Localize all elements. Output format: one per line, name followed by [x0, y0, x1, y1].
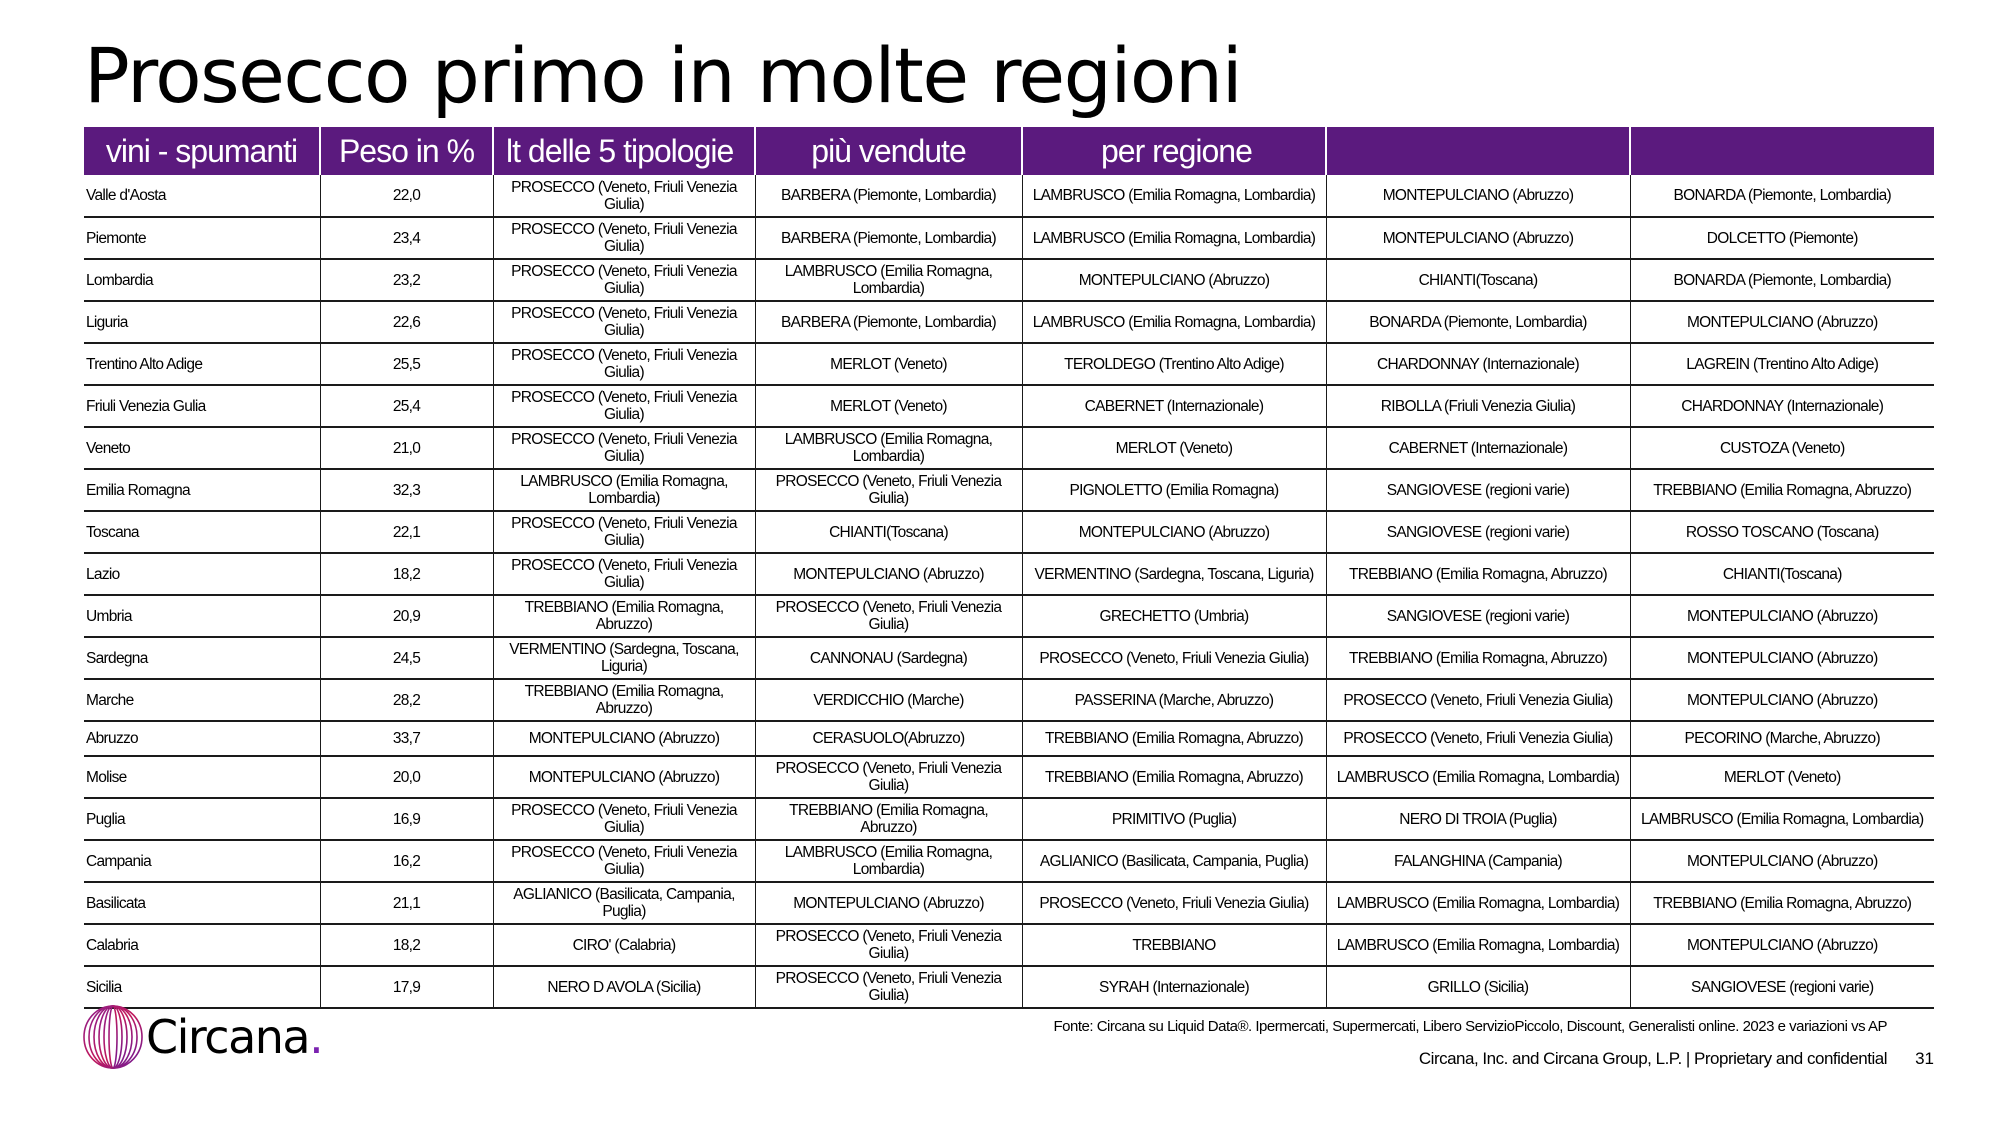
tipologia-2-cell: LAMBRUSCO (Emilia Romagna, Lombardia): [755, 259, 1022, 301]
table-row: [84, 469, 1934, 511]
tipologia-5-cell: MONTEPULCIANO (Abruzzo): [1630, 637, 1934, 679]
header-piu-vendute: più vendute: [755, 127, 1022, 175]
region-cell: Trentino Alto Adige: [84, 343, 320, 385]
tipologia-1-cell: PROSECCO (Veneto, Friuli Venezia Giulia): [493, 301, 755, 343]
table-row: [84, 721, 1934, 756]
tipologia-5-cell: BONARDA (Piemonte, Lombardia): [1630, 175, 1934, 217]
tipologia-3-cell: GRECHETTO (Umbria): [1022, 595, 1326, 637]
tipologia-3-cell: LAMBRUSCO (Emilia Romagna, Lombardia): [1022, 301, 1326, 343]
peso-cell: 33,7: [320, 721, 493, 756]
table-row: [84, 343, 1934, 385]
tipologia-4-cell: BONARDA (Piemonte, Lombardia): [1326, 301, 1630, 343]
region-cell: Toscana: [84, 511, 320, 553]
tipologia-1-cell: VERMENTINO (Sardegna, Toscana, Liguria): [493, 637, 755, 679]
tipologia-3-cell: MONTEPULCIANO (Abruzzo): [1022, 259, 1326, 301]
region-cell: Sicilia: [84, 966, 320, 1008]
table-row: [84, 427, 1934, 469]
tipologia-5-cell: LAGREIN (Trentino Alto Adige): [1630, 343, 1934, 385]
tipologia-5-cell: ROSSO TOSCANO (Toscana): [1630, 511, 1934, 553]
tipologia-4-cell: LAMBRUSCO (Emilia Romagna, Lombardia): [1326, 756, 1630, 798]
tipologia-5-cell: BONARDA (Piemonte, Lombardia): [1630, 259, 1934, 301]
tipologia-3-cell: MERLOT (Veneto): [1022, 427, 1326, 469]
table-row: [84, 553, 1934, 595]
tipologia-3-cell: TEROLDEGO (Trentino Alto Adige): [1022, 343, 1326, 385]
tipologia-4-cell: SANGIOVESE (regioni varie): [1326, 595, 1630, 637]
table-row: [84, 511, 1934, 553]
region-cell: Friuli Venezia Gulia: [84, 385, 320, 427]
tipologia-3-cell: LAMBRUSCO (Emilia Romagna, Lombardia): [1022, 217, 1326, 259]
tipologia-3-cell: CABERNET (Internazionale): [1022, 385, 1326, 427]
tipologia-1-cell: CIRO' (Calabria): [493, 924, 755, 966]
table-row: [84, 259, 1934, 301]
tipologia-2-cell: CHIANTI(Toscana): [755, 511, 1022, 553]
tipologia-4-cell: FALANGHINA (Campania): [1326, 840, 1630, 882]
tipologia-5-cell: PECORINO (Marche, Abruzzo): [1630, 721, 1934, 756]
wine-regions-table: [84, 127, 1934, 1009]
tipologia-3-cell: PIGNOLETTO (Emilia Romagna): [1022, 469, 1326, 511]
tipologia-3-cell: MONTEPULCIANO (Abruzzo): [1022, 511, 1326, 553]
tipologia-4-cell: MONTEPULCIANO (Abruzzo): [1326, 217, 1630, 259]
tipologia-2-cell: PROSECCO (Veneto, Friuli Venezia Giulia): [755, 595, 1022, 637]
peso-cell: 28,2: [320, 679, 493, 721]
peso-cell: 22,6: [320, 301, 493, 343]
tipologia-5-cell: MONTEPULCIANO (Abruzzo): [1630, 679, 1934, 721]
tipologia-1-cell: TREBBIANO (Emilia Romagna, Abruzzo): [493, 595, 755, 637]
peso-cell: 23,4: [320, 217, 493, 259]
peso-cell: 18,2: [320, 924, 493, 966]
peso-cell: 18,2: [320, 553, 493, 595]
tipologia-4-cell: CABERNET (Internazionale): [1326, 427, 1630, 469]
tipologia-5-cell: MONTEPULCIANO (Abruzzo): [1630, 840, 1934, 882]
tipologia-1-cell: MONTEPULCIANO (Abruzzo): [493, 721, 755, 756]
tipologia-2-cell: MERLOT (Veneto): [755, 385, 1022, 427]
table-body: [84, 175, 1934, 1008]
page-number: 31: [1915, 1049, 1934, 1068]
header-lt-tipologie: lt delle 5 tipologie: [493, 127, 755, 175]
region-cell: Puglia: [84, 798, 320, 840]
peso-cell: 16,2: [320, 840, 493, 882]
table-row: [84, 798, 1934, 840]
tipologia-2-cell: BARBERA (Piemonte, Lombardia): [755, 301, 1022, 343]
tipologia-1-cell: PROSECCO (Veneto, Friuli Venezia Giulia): [493, 511, 755, 553]
tipologia-2-cell: MONTEPULCIANO (Abruzzo): [755, 553, 1022, 595]
tipologia-3-cell: TREBBIANO: [1022, 924, 1326, 966]
tipologia-3-cell: PASSERINA (Marche, Abruzzo): [1022, 679, 1326, 721]
tipologia-2-cell: PROSECCO (Veneto, Friuli Venezia Giulia): [755, 966, 1022, 1008]
tipologia-4-cell: PROSECCO (Veneto, Friuli Venezia Giulia): [1326, 721, 1630, 756]
region-cell: Veneto: [84, 427, 320, 469]
footer-company: Circana, Inc. and Circana Group, L.P. | Proprietary and confidential: [1418, 1049, 1887, 1068]
peso-cell: 21,0: [320, 427, 493, 469]
tipologia-1-cell: PROSECCO (Veneto, Friuli Venezia Giulia): [493, 175, 755, 217]
header-peso: Peso in %: [320, 127, 493, 175]
tipologia-4-cell: CHIANTI(Toscana): [1326, 259, 1630, 301]
tipologia-1-cell: NERO D AVOLA (Sicilia): [493, 966, 755, 1008]
source-note: Fonte: Circana su Liquid Data®. Ipermercati, Supermercati, Libero ServizioPiccolo, Discount, Generalisti online. 2023 e variazioni vs AP: [1053, 1018, 1887, 1035]
table-row: [84, 924, 1934, 966]
peso-cell: 32,3: [320, 469, 493, 511]
table-row: [84, 301, 1934, 343]
tipologia-1-cell: TREBBIANO (Emilia Romagna, Abruzzo): [493, 679, 755, 721]
tipologia-4-cell: LAMBRUSCO (Emilia Romagna, Lombardia): [1326, 924, 1630, 966]
peso-cell: 23,2: [320, 259, 493, 301]
tipologia-4-cell: SANGIOVESE (regioni varie): [1326, 469, 1630, 511]
tipologia-1-cell: LAMBRUSCO (Emilia Romagna, Lombardia): [493, 469, 755, 511]
region-cell: Valle d'Aosta: [84, 175, 320, 217]
region-cell: Umbria: [84, 595, 320, 637]
peso-cell: 24,5: [320, 637, 493, 679]
circana-logo-mark-icon: [82, 1004, 144, 1070]
tipologia-5-cell: TREBBIANO (Emilia Romagna, Abruzzo): [1630, 882, 1934, 924]
table-row: [84, 175, 1934, 217]
region-cell: Molise: [84, 756, 320, 798]
tipologia-5-cell: MONTEPULCIANO (Abruzzo): [1630, 595, 1934, 637]
region-cell: Campania: [84, 840, 320, 882]
region-cell: Lombardia: [84, 259, 320, 301]
tipologia-2-cell: MONTEPULCIANO (Abruzzo): [755, 882, 1022, 924]
tipologia-2-cell: BARBERA (Piemonte, Lombardia): [755, 217, 1022, 259]
table-header-row: [84, 127, 1934, 175]
tipologia-4-cell: LAMBRUSCO (Emilia Romagna, Lombardia): [1326, 882, 1630, 924]
tipologia-3-cell: AGLIANICO (Basilicata, Campania, Puglia): [1022, 840, 1326, 882]
region-cell: Liguria: [84, 301, 320, 343]
tipologia-2-cell: CERASUOLO(Abruzzo): [755, 721, 1022, 756]
tipologia-5-cell: MONTEPULCIANO (Abruzzo): [1630, 301, 1934, 343]
header-per-regione: per regione: [1022, 127, 1326, 175]
tipologia-3-cell: LAMBRUSCO (Emilia Romagna, Lombardia): [1022, 175, 1326, 217]
tipologia-1-cell: PROSECCO (Veneto, Friuli Venezia Giulia): [493, 427, 755, 469]
tipologia-3-cell: TREBBIANO (Emilia Romagna, Abruzzo): [1022, 756, 1326, 798]
tipologia-2-cell: MERLOT (Veneto): [755, 343, 1022, 385]
tipologia-1-cell: AGLIANICO (Basilicata, Campania, Puglia): [493, 882, 755, 924]
table-row: [84, 882, 1934, 924]
tipologia-4-cell: TREBBIANO (Emilia Romagna, Abruzzo): [1326, 553, 1630, 595]
tipologia-3-cell: PROSECCO (Veneto, Friuli Venezia Giulia): [1022, 882, 1326, 924]
tipologia-2-cell: PROSECCO (Veneto, Friuli Venezia Giulia): [755, 756, 1022, 798]
peso-cell: 25,4: [320, 385, 493, 427]
tipologia-5-cell: SANGIOVESE (regioni varie): [1630, 966, 1934, 1008]
peso-cell: 16,9: [320, 798, 493, 840]
tipologia-4-cell: CHARDONNAY (Internazionale): [1326, 343, 1630, 385]
tipologia-5-cell: MERLOT (Veneto): [1630, 756, 1934, 798]
tipologia-2-cell: CANNONAU (Sardegna): [755, 637, 1022, 679]
tipologia-4-cell: SANGIOVESE (regioni varie): [1326, 511, 1630, 553]
table-row: [84, 756, 1934, 798]
tipologia-5-cell: CUSTOZA (Veneto): [1630, 427, 1934, 469]
tipologia-2-cell: PROSECCO (Veneto, Friuli Venezia Giulia): [755, 924, 1022, 966]
tipologia-4-cell: RIBOLLA (Friuli Venezia Giulia): [1326, 385, 1630, 427]
peso-cell: 17,9: [320, 966, 493, 1008]
region-cell: Abruzzo: [84, 721, 320, 756]
header-vini-spumanti: vini - spumanti: [84, 127, 320, 175]
peso-cell: 25,5: [320, 343, 493, 385]
tipologia-1-cell: PROSECCO (Veneto, Friuli Venezia Giulia): [493, 798, 755, 840]
tipologia-1-cell: PROSECCO (Veneto, Friuli Venezia Giulia): [493, 259, 755, 301]
tipologia-3-cell: PRIMITIVO (Puglia): [1022, 798, 1326, 840]
peso-cell: 20,9: [320, 595, 493, 637]
tipologia-3-cell: SYRAH (Internazionale): [1022, 966, 1326, 1008]
table-row: [84, 966, 1934, 1008]
table-row: [84, 385, 1934, 427]
tipologia-2-cell: LAMBRUSCO (Emilia Romagna, Lombardia): [755, 840, 1022, 882]
tipologia-5-cell: LAMBRUSCO (Emilia Romagna, Lombardia): [1630, 798, 1934, 840]
tipologia-4-cell: GRILLO (Sicilia): [1326, 966, 1630, 1008]
tipologia-5-cell: CHIANTI(Toscana): [1630, 553, 1934, 595]
region-cell: Calabria: [84, 924, 320, 966]
tipologia-3-cell: PROSECCO (Veneto, Friuli Venezia Giulia): [1022, 637, 1326, 679]
tipologia-1-cell: MONTEPULCIANO (Abruzzo): [493, 756, 755, 798]
table-row: [84, 637, 1934, 679]
region-cell: Lazio: [84, 553, 320, 595]
table-row: [84, 840, 1934, 882]
tipologia-2-cell: LAMBRUSCO (Emilia Romagna, Lombardia): [755, 427, 1022, 469]
tipologia-5-cell: DOLCETTO (Piemonte): [1630, 217, 1934, 259]
region-cell: Marche: [84, 679, 320, 721]
tipologia-2-cell: TREBBIANO (Emilia Romagna, Abruzzo): [755, 798, 1022, 840]
tipologia-1-cell: PROSECCO (Veneto, Friuli Venezia Giulia): [493, 553, 755, 595]
header-empty-2: [1630, 127, 1934, 175]
region-cell: Sardegna: [84, 637, 320, 679]
tipologia-3-cell: VERMENTINO (Sardegna, Toscana, Liguria): [1022, 553, 1326, 595]
tipologia-1-cell: PROSECCO (Veneto, Friuli Venezia Giulia): [493, 385, 755, 427]
peso-cell: 20,0: [320, 756, 493, 798]
peso-cell: 22,0: [320, 175, 493, 217]
tipologia-2-cell: BARBERA (Piemonte, Lombardia): [755, 175, 1022, 217]
tipologia-2-cell: VERDICCHIO (Marche): [755, 679, 1022, 721]
tipologia-3-cell: TREBBIANO (Emilia Romagna, Abruzzo): [1022, 721, 1326, 756]
tipologia-4-cell: MONTEPULCIANO (Abruzzo): [1326, 175, 1630, 217]
table-row: [84, 217, 1934, 259]
tipologia-1-cell: PROSECCO (Veneto, Friuli Venezia Giulia): [493, 840, 755, 882]
tipologia-4-cell: NERO DI TROIA (Puglia): [1326, 798, 1630, 840]
tipologia-5-cell: CHARDONNAY (Internazionale): [1630, 385, 1934, 427]
tipologia-1-cell: PROSECCO (Veneto, Friuli Venezia Giulia): [493, 343, 755, 385]
header-empty-1: [1326, 127, 1630, 175]
circana-logo-text: Circana.: [146, 1010, 323, 1064]
peso-cell: 21,1: [320, 882, 493, 924]
tipologia-5-cell: TREBBIANO (Emilia Romagna, Abruzzo): [1630, 469, 1934, 511]
tipologia-4-cell: PROSECCO (Veneto, Friuli Venezia Giulia): [1326, 679, 1630, 721]
table-row: [84, 679, 1934, 721]
tipologia-2-cell: PROSECCO (Veneto, Friuli Venezia Giulia): [755, 469, 1022, 511]
peso-cell: 22,1: [320, 511, 493, 553]
tipologia-1-cell: PROSECCO (Veneto, Friuli Venezia Giulia): [493, 217, 755, 259]
circana-logo: [82, 1004, 322, 1070]
page-title: Prosecco primo in molte regioni: [84, 31, 1242, 120]
tipologia-4-cell: TREBBIANO (Emilia Romagna, Abruzzo): [1326, 637, 1630, 679]
table-row: [84, 595, 1934, 637]
region-cell: Piemonte: [84, 217, 320, 259]
tipologia-5-cell: MONTEPULCIANO (Abruzzo): [1630, 924, 1934, 966]
region-cell: Basilicata: [84, 882, 320, 924]
region-cell: Emilia Romagna: [84, 469, 320, 511]
